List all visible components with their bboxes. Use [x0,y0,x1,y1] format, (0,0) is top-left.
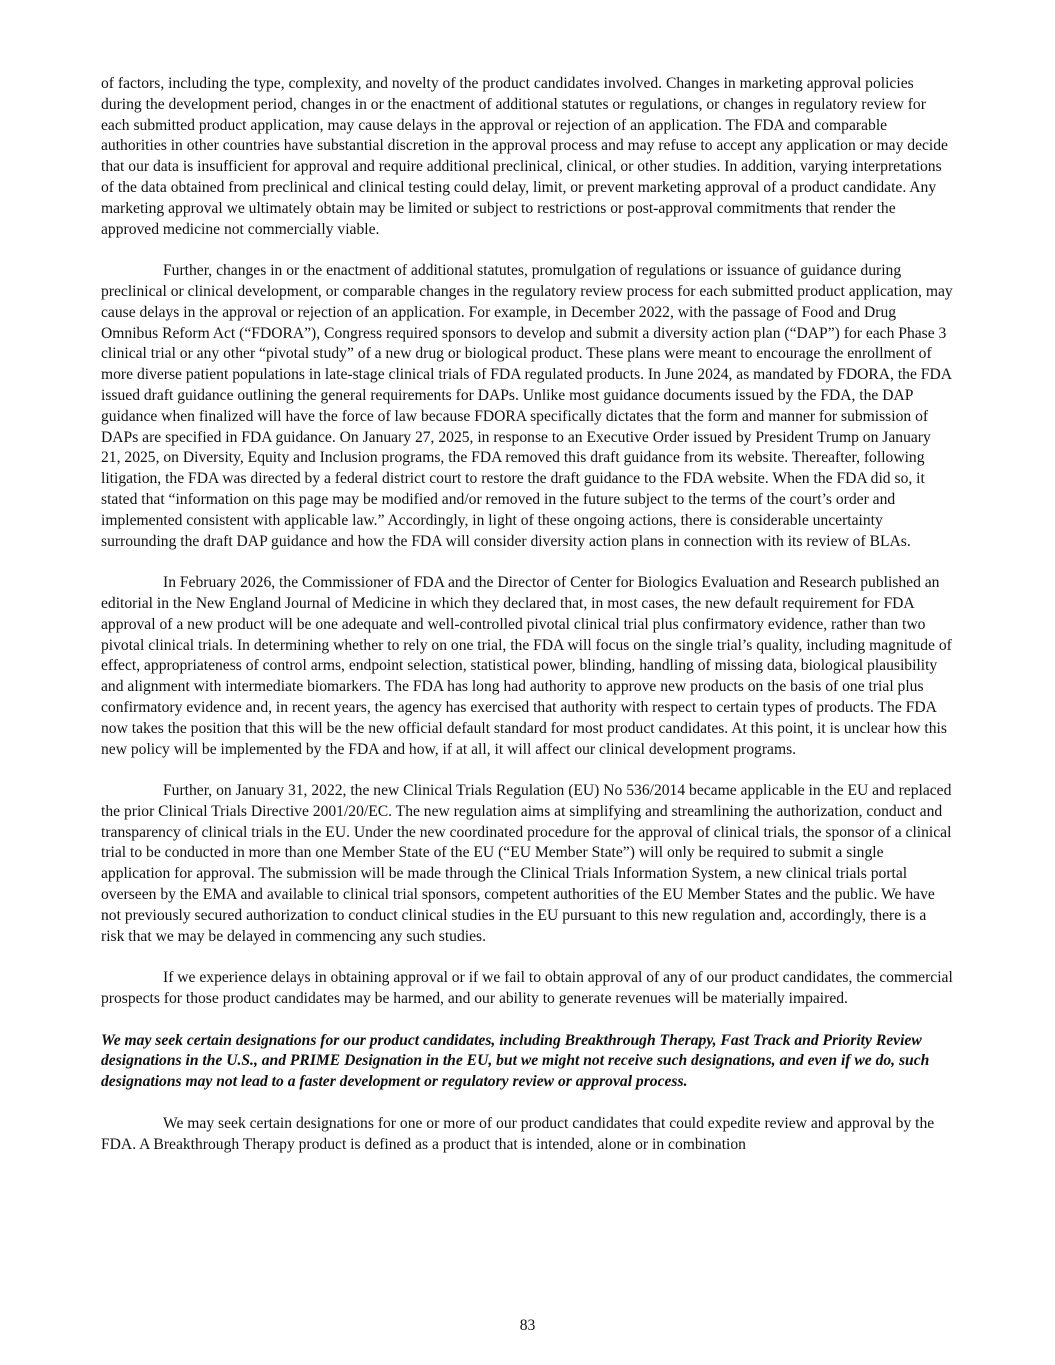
paragraph-single-pivotal-trial-policy: In February 2026, the Commissioner of FDA and the Director of Center for Biologics Evaluation and Research published an editorial in the New England Journal of Medicine in which they declared that, in most cases, the new default requirement for FDA approval of a new product will be one adequate and well-controlled pivotal clinical trial plus confirmatory evidence, rather than two pivotal clinical trials. In determining whether to rely on one trial, the FDA will focus on the single trial’s quality, including magnitude of effect, appropriateness of control arms, endpoint selection, statistical power, blinding, handling of missing data, biological plausibility and alignment with intermediate biomarkers. The FDA has long had authority to approve new products on the basis of one trial plus confirmatory evidence and, in recent years, the agency has exercised that authority with respect to certain types of products. The FDA now takes the position that this will be the new official default standard for most product candidates. At this point, it is unclear how this new policy will be implemented by the FDA and how, if at all, it will affect our clinical development programs. [101,574,952,758]
paragraph-approval-delays-impact: If we experience delays in obtaining approval or if we fail to obtain approval of any of our product candidates, the commercial prospects for those product candidates may be harmed, and our ability to generate revenues will be materially impaired. [101,969,953,1008]
risk-factor-heading-designations: We may seek certain designations for our product candidates, including Breakthrough Therapy, Fast Track and Priority Review designations in the U.S., and PRIME Designation in the EU, but we might not receive such designations, and even if we do, such designations may not lead to a faster development or regulatory review or approval process. [101,1031,930,1091]
paragraph-marketing-approval-factors: of factors, including the type, complexity, and novelty of the product candidates involved. Changes in marketing approval policies during the development period, changes in or the enactment of additional statutes or regulations, or changes in regulatory review for each submitted product application, may cause delays in the approval or rejection of an application. The FDA and comparable authorities in other countries have substantial discretion in the approval process and may refuse to accept any application or may decide that our data is insufficient for approval and require additional preclinical, clinical, or other studies. In addition, varying interpretations of the data obtained from preclinical and clinical testing could delay, limit, or prevent marketing approval of a product candidate. Any marketing approval we ultimately obtain may be limited or subject to restrictions or post-approval commitments that render the approved medicine not commercially viable. [101,75,948,238]
paragraph-eu-clinical-trials-regulation: Further, on January 31, 2022, the new Clinical Trials Regulation (EU) No 536/2014 became applicable in the EU and replaced the prior Clinical Trials Directive 2001/20/EC. The new regulation aims at simplifying and streamlining the authorization, conduct and transparency of clinical trials in the EU. Under the new coordinated procedure for the approval of clinical trials, the sponsor of a clinical trial to be conducted in more than one Member State of the EU (“EU Member State”) will only be required to submit a single application for approval. The submission will be made through the Clinical Trials Information System, a new clinical trials portal overseen by the EMA and available to clinical trial sponsors, competent authorities of the EU Member States and the public. We have not previously secured authorization to conduct clinical studies in the EU pursuant to this new regulation and, accordingly, there is a risk that we may be delayed in commencing any such studies. [101,782,952,945]
paragraph-fdora-diversity-action-plans: Further, changes in or the enactment of additional statutes, promulgation of regulations or issuance of guidance during preclinical or clinical development, or comparable changes in the regulatory review process for each submitted product application, may cause delays in the approval or rejection of an application. For example, in December 2022, with the passage of Food and Drug Omnibus Reform Act (“FDORA”), Congress required sponsors to develop and submit a diversity action plan (“DAP”) for each Phase 3 clinical trial or any other “pivotal study” of a new drug or biological product. These plans were meant to encourage the enrollment of more diverse patient populations in late-stage clinical trials of FDA regulated products. In June 2024, as mandated by FDORA, the FDA issued draft guidance outlining the general requirements for DAPs. Unlike most guidance documents issued by the FDA, the DAP guidance when finalized will have the force of law because FDORA specifically dictates that the form and manner for submission of DAPs are specified in FDA guidance. On January 27, 2025, in response to an Executive Order issued by President Trump on January 21, 2025, on Diversity, Equity and Inclusion programs, the FDA removed this draft guidance from its website. Thereafter, following litigation, the FDA was directed by a federal district court to restore the draft guidance to the FDA website. When the FDA did so, it stated that “information on this page may be modified and/or removed in the future subject to the terms of the court’s order and implemented consistent with applicable law.” Accordingly, in light of these ongoing actions, there is considerable uncertainty surrounding the draft DAP guidance and how the FDA will consider diversity action plans in connection with its review of BLAs. [101,262,953,550]
document-page [101,74,953,1155]
paragraph-breakthrough-therapy: We may seek certain designations for one or more of our product candidates that could expedite review and approval by the FDA. A Breakthrough Therapy product is defined as a product that is intended, alone or in combination [101,1114,935,1153]
page-number: 83 [519,1317,536,1334]
